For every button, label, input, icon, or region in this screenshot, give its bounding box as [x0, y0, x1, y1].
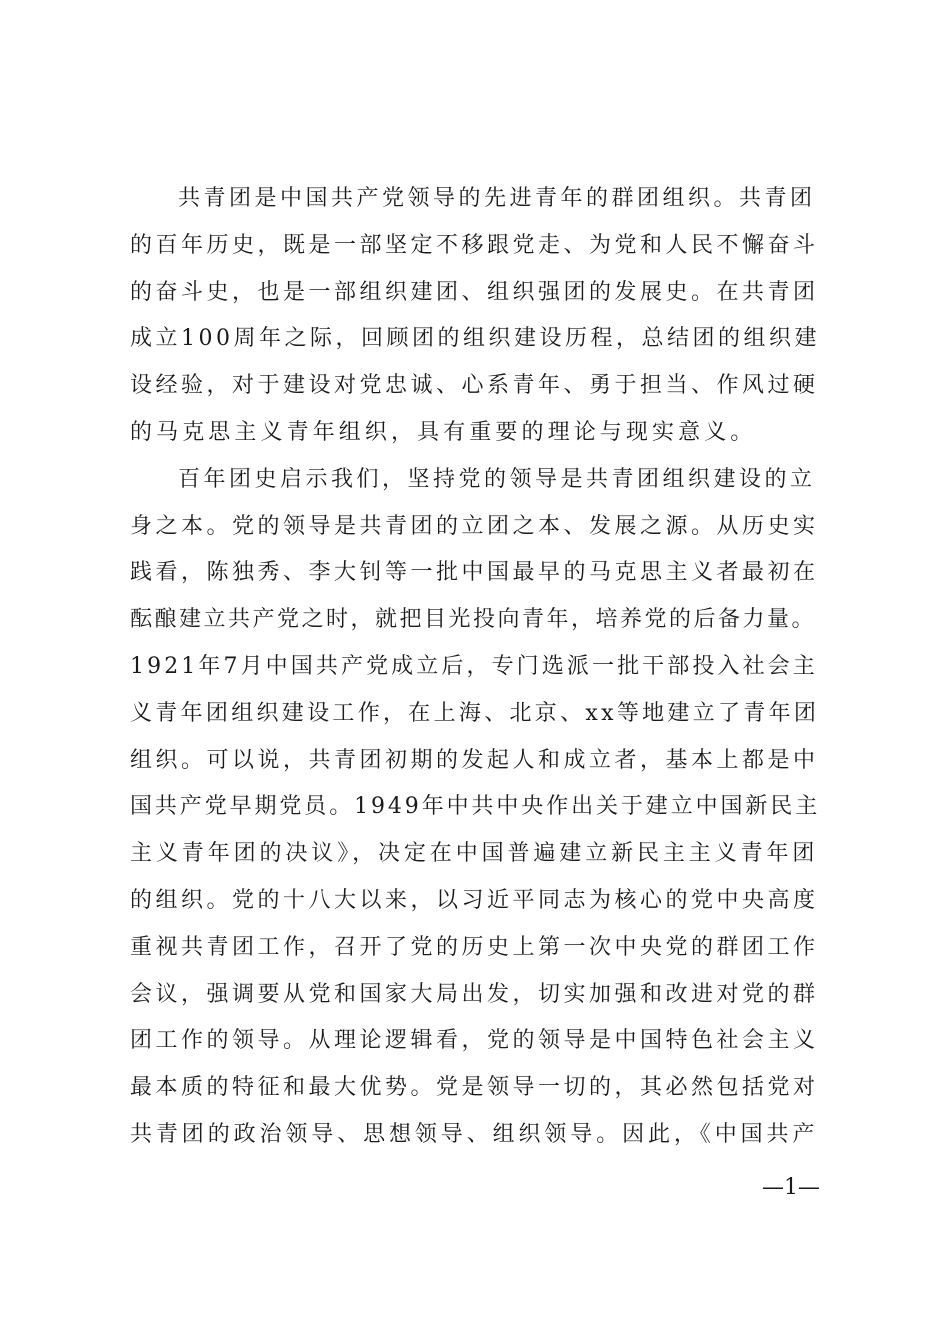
paragraph-2-line-2: 身之本。党的领导是共青团的立团之本、发展之源。从历史实 [130, 513, 819, 539]
paragraph-2-line-3: 践看，陈独秀、李大钊等一批中国最早的马克思主义者最初在 [130, 560, 819, 586]
paragraph-2-line-9: 主义青年团的决议》，决定在中国普遍建立新民主主义青年团 [130, 841, 819, 867]
paragraph-1-line-5: 设经验，对于建设对党忠诚、心系青年、勇于担当、作风过硬 [130, 373, 819, 399]
paragraph-1-line-6: 的马克思主义青年组织，具有重要的理论与现实意义。 [130, 419, 757, 445]
paragraph-1-line-4: 成立100周年之际，回顾团的组织建设历程，总结团的组织建 [130, 326, 820, 352]
paragraph-2-line-4: 酝酿建立共产党之时，就把目光投向青年，培养党的后备力量。 [130, 607, 817, 633]
body-text [130, 176, 820, 1159]
paragraph-2-line-14: 最本质的特征和最大优势。党是领导一切的，其必然包括党对 [130, 1075, 819, 1101]
paragraph-2-line-15: 共青团的政治领导、思想领导、组织领导。因此，《中国共产 [130, 1121, 819, 1147]
paragraph-2-line-10: 的组织。党的十八大以来，以习近平同志为核心的党中央高度 [130, 887, 819, 913]
page-number: —1— [762, 1175, 820, 1200]
paragraph-1-line-2: 的百年历史，既是一部坚定不移跟党走、为党和人民不懈奋斗 [130, 232, 819, 258]
paragraph-2-line-12: 会议，强调要从党和国家大局出发，切实加强和改进对党的群 [130, 981, 819, 1007]
paragraph-2-line-6: 义青年团组织建设工作，在上海、北京、xx等地建立了青年团 [130, 700, 820, 726]
paragraph-2-line-13: 团工作的领导。从理论逻辑看，党的领导是中国特色社会主义 [130, 1028, 819, 1054]
paragraph-2-line-8: 国共产党早期党员。1949年中共中央作出关于建立中国新民主 [130, 794, 821, 820]
paragraph-2-line-5: 1921年7月中国共产党成立后，专门选派一批干部投入社会主 [130, 653, 818, 679]
paragraph-1-line-3: 的奋斗史，也是一部组织建团、组织强团的发展史。在共青团 [130, 279, 819, 305]
paragraph-2-line-7: 组织。可以说，共青团初期的发起人和成立者，基本上都是中 [130, 747, 819, 773]
paragraph-2-line-1: 百年团史启示我们，坚持党的领导是共青团组织建设的立 [178, 466, 816, 492]
paragraph-1-line-1: 共青团是中国共产党领导的先进青年的群团组织。共青团 [178, 186, 816, 211]
paragraph-2-line-11: 重视共青团工作，召开了党的历史上第一次中央党的群团工作 [130, 934, 819, 960]
